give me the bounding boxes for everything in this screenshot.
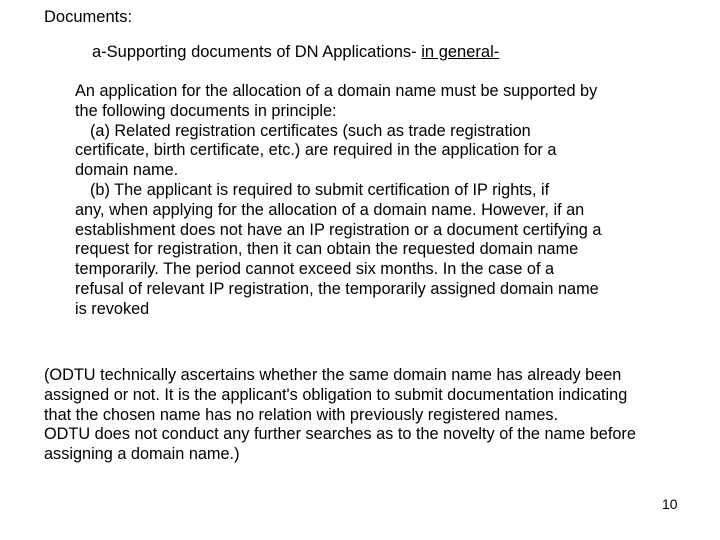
body-line: any, when applying for the allocation of a domain name. However, if an (75, 200, 585, 219)
body-line: is revoked (75, 299, 150, 318)
note-line: assigned or not. It is the applicant's obligation to submit documentation indicating (44, 385, 628, 404)
note-line: that the chosen name has no relation with previously registered names. (44, 405, 559, 424)
slide-heading: Documents: (44, 8, 133, 26)
body-line: temporarily. The period cannot exceed six months. In the case of a (75, 260, 555, 279)
subheading-underlined: in general- (421, 43, 500, 61)
body-line: An application for the allocation of a domain name must be supported by (75, 82, 598, 100)
body-paragraph (75, 82, 675, 320)
body-line: the following documents in principle: (75, 101, 337, 120)
body-line: request for registration, then it can obtain the requested domain name (75, 240, 579, 259)
body-line: certificate, birth certificate, etc.) are required in the application for a (75, 141, 557, 160)
note-line: (ODTU technically ascertains whether the same domain name has already been (44, 366, 622, 384)
subheading-prefix: a-Supporting documents of DN Applications- (92, 43, 422, 61)
body-line: refusal of relevant IP registration, the temporarily assigned domain name (75, 279, 599, 298)
body-line-item-b: (b) The applicant is required to submit certification of IP rights, if (90, 180, 550, 199)
note-paragraph (44, 366, 714, 465)
body-line: establishment does not have an IP registration or a document certifying a (75, 220, 602, 239)
note-line: ODTU does not conduct any further searches as to the novelty of the name before (44, 425, 636, 444)
slide-subheading (92, 42, 499, 62)
page-number: 10 (662, 496, 678, 512)
body-line: domain name. (75, 161, 179, 180)
note-line: assigning a domain name.) (44, 445, 240, 464)
body-line-item-a: (a) Related registration certificates (such as trade registration (90, 121, 531, 140)
